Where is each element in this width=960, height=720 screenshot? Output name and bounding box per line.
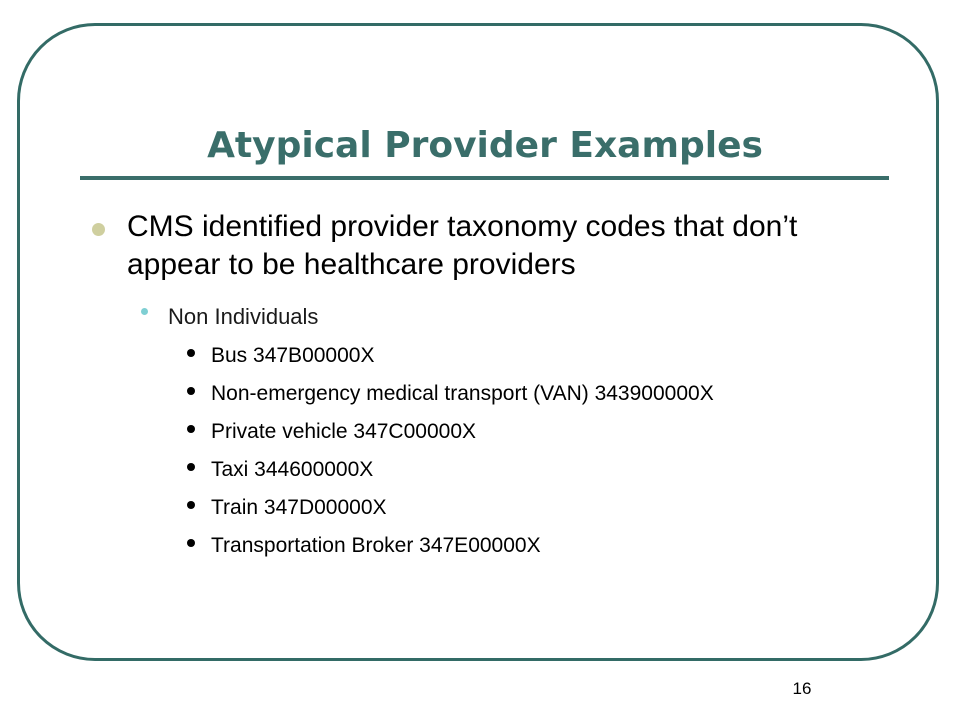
slide-title: Atypical Provider Examples bbox=[207, 125, 763, 166]
list-item bbox=[187, 455, 907, 493]
list-item bbox=[187, 341, 907, 379]
list-item-text: Bus 347B00000X bbox=[211, 344, 375, 367]
list-item-text: Non-emergency medical transport (VAN) 343900000X bbox=[211, 382, 714, 405]
bullet-level1-text: CMS identified provider taxonomy codes that don’t appear to be healthcare providers bbox=[127, 210, 798, 281]
list-item bbox=[187, 379, 907, 417]
list-item-text: Taxi 344600000X bbox=[211, 458, 374, 481]
bullet-dot-icon bbox=[187, 463, 195, 471]
taxonomy-list bbox=[187, 341, 907, 569]
list-item bbox=[187, 493, 907, 531]
bullet-dot-icon bbox=[187, 387, 195, 395]
list-item-text: Train 347D00000X bbox=[211, 496, 387, 519]
bullet-dot-icon bbox=[187, 425, 195, 433]
bullet-dot-icon bbox=[187, 539, 195, 547]
list-item bbox=[187, 417, 907, 455]
list-item-text: Transportation Broker 347E00000X bbox=[211, 534, 541, 557]
title-underline bbox=[80, 176, 889, 180]
bullet-dot-icon bbox=[141, 308, 148, 315]
bullet-dot-icon bbox=[92, 223, 105, 236]
page-number: 16 bbox=[792, 679, 812, 698]
list-item-text: Private vehicle 347C00000X bbox=[211, 420, 477, 443]
bullet-dot-icon bbox=[187, 501, 195, 509]
list-item bbox=[187, 531, 907, 569]
bullet-dot-icon bbox=[187, 349, 195, 357]
bullet-level2-text: Non Individuals bbox=[168, 304, 319, 329]
